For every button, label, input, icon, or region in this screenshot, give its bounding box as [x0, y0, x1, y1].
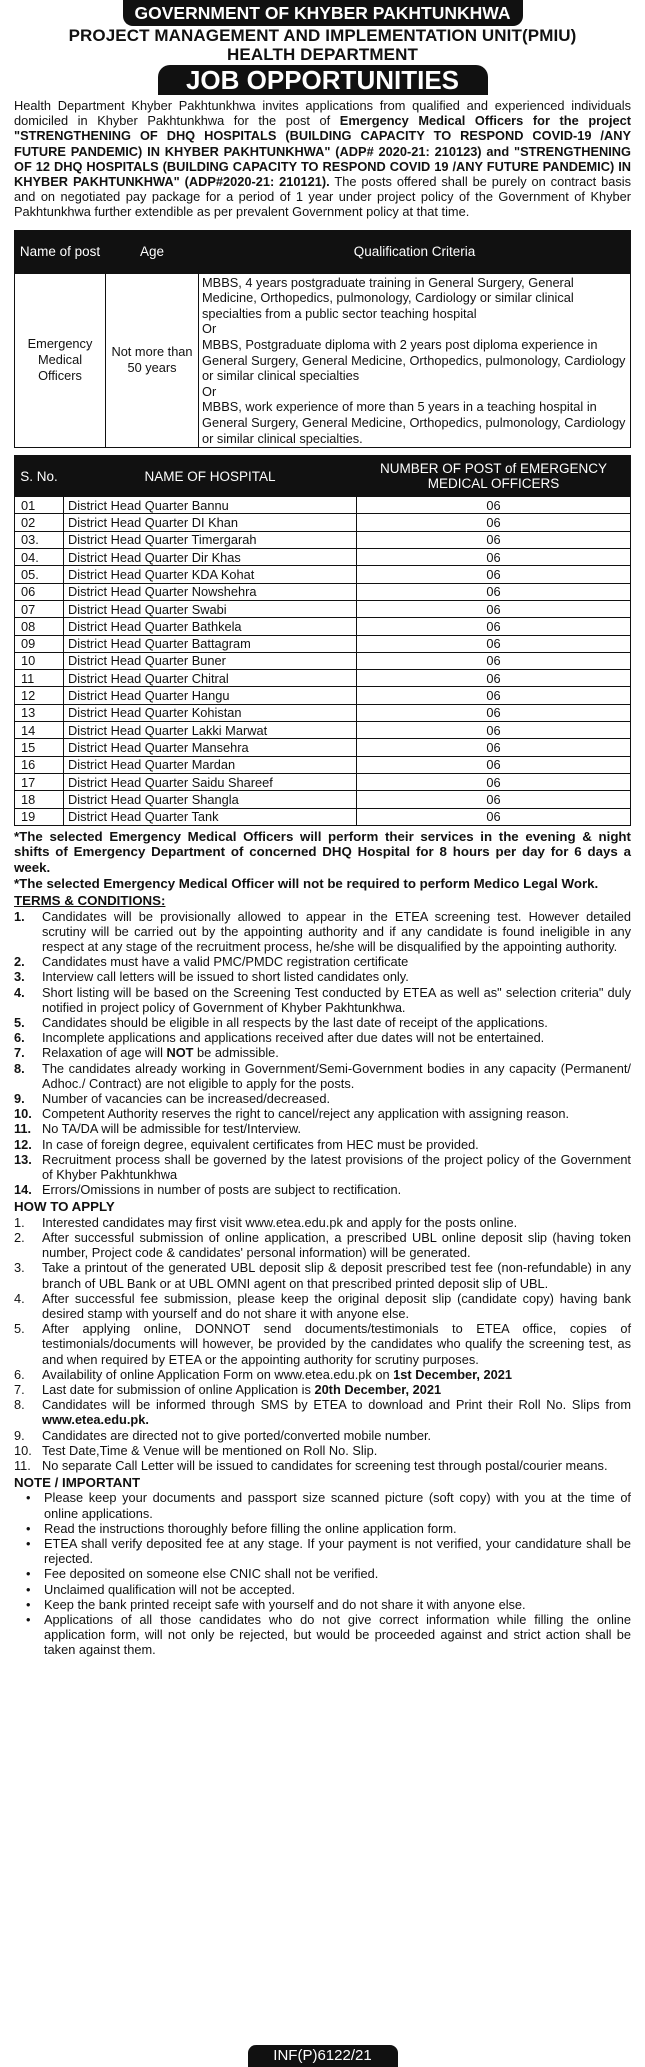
- intro-lead: Health Department Khyber Pakhtunkhwa invites applications from qualified and experienced individuals domiciled in Khyber Pakhtunkhwa for the post of: [14, 98, 631, 129]
- item-number: 4.: [14, 984, 25, 1000]
- item-text-bold: 1st December, 2021: [393, 1366, 512, 1382]
- item-text-pre: Last date for submission of online Application is: [42, 1381, 315, 1397]
- term-item: [14, 909, 631, 955]
- note-shift-duty: *The selected Emergency Medical Officers will perform their services in the evening & night shifts of Emergency Department of concerned DHQ Hospital for 8 hours per day for 6 days a week.: [14, 828, 631, 875]
- hospital-row: [15, 704, 631, 721]
- hospital-row: [15, 670, 631, 687]
- item-number: 12.: [14, 1136, 32, 1152]
- item-text: In case of foreign degree, equivalent certificates from HEC must be provided.: [42, 1136, 479, 1152]
- item-number: 6.: [14, 1366, 25, 1382]
- hospital-name: District Head Quarter Battagram: [64, 635, 357, 652]
- term-item: [14, 1106, 631, 1121]
- hospital-posts: 06: [357, 549, 631, 566]
- hospital-row: [15, 497, 631, 514]
- item-text-bold: www.etea.edu.pk.: [42, 1412, 149, 1428]
- term-item: [14, 1137, 631, 1152]
- item-number: 9.: [14, 1427, 25, 1443]
- item-text: Fee deposited on someone else CNIC shall not be verified.: [44, 1566, 379, 1582]
- criteria-or-1: Or: [202, 321, 217, 337]
- hospital-sn: 12: [15, 687, 64, 704]
- item-number: 2.: [14, 1229, 25, 1245]
- item-text-pre: Availability of online Application Form on www.etea.edu.pk on: [42, 1366, 394, 1382]
- apply-step: [14, 1215, 631, 1230]
- hospital-name: District Head Quarter Bannu: [64, 497, 357, 514]
- important-title: NOTE / IMPORTANT: [14, 1475, 141, 1491]
- term-item: [14, 1091, 631, 1106]
- hospital-row: [15, 549, 631, 566]
- term-item: [14, 1015, 631, 1030]
- term-item: [14, 1045, 631, 1060]
- hospital-posts: 06: [357, 514, 631, 531]
- hospital-sn: 03.: [15, 531, 64, 548]
- hospital-posts: 06: [357, 600, 631, 617]
- item-number: 8.: [14, 1397, 25, 1413]
- bullet: •: [26, 1566, 31, 1582]
- hospital-sn: 16: [15, 756, 64, 773]
- hospital-name: District Head Quarter Dir Khas: [64, 549, 357, 566]
- bullet: •: [26, 1535, 31, 1551]
- item-number: 14.: [14, 1182, 32, 1198]
- hospital-row: [15, 652, 631, 669]
- hospital-row: [15, 722, 631, 739]
- qual-post-cell: Emergency Medical Officers: [15, 273, 106, 448]
- hospital-row: [15, 773, 631, 790]
- hospital-posts: 06: [357, 652, 631, 669]
- hospital-name: District Head Quarter Lakki Marwat: [64, 722, 357, 739]
- terms-title: TERMS & CONDITIONS:: [14, 893, 166, 909]
- item-text: Competent Authority reserves the right to cancel/reject any application with assigning reason.: [42, 1106, 570, 1122]
- hospital-posts: 06: [357, 497, 631, 514]
- hospital-row: [15, 808, 631, 825]
- hospital-sn: 10: [15, 652, 64, 669]
- term-item: [14, 954, 631, 969]
- hospital-name: District Head Quarter KDA Kohat: [64, 566, 357, 583]
- item-number: 7.: [14, 1045, 25, 1061]
- item-text: Interested candidates may first visit www.etea.edu.pk and apply for the posts online.: [42, 1214, 518, 1230]
- item-text: Number of vacancies can be increased/decreased.: [42, 1091, 331, 1107]
- hospital-row: [15, 739, 631, 756]
- hospital-sn: 06: [15, 583, 64, 600]
- footer-code: INF(P)6122/21: [248, 2045, 398, 2067]
- item-text: Interview call letters will be issued to short listed candidates only.: [42, 969, 409, 985]
- hospital-name: District Head Quarter Chitral: [64, 670, 357, 687]
- criteria-or-2: Or: [202, 383, 217, 399]
- important-item: [14, 1536, 631, 1566]
- hospital-name: District Head Quarter Nowshehra: [64, 583, 357, 600]
- terms-list: [14, 909, 631, 1198]
- apply-step: [14, 1260, 631, 1290]
- criteria-option-2: MBBS, Postgraduate diploma with 2 years post diploma experience in General Surgery, General Medicine, Orthopedics, pulmonology, Cardiology or similar clinical specialties: [202, 337, 626, 384]
- item-text: Candidates are directed not to give ported/converted mobile number.: [42, 1427, 432, 1443]
- item-text: After successful fee submission, please keep the original deposit slip (candidate copy) having bank desired stamp with yourself and do not share it with anyone else.: [42, 1290, 631, 1321]
- term-item: [14, 1182, 631, 1197]
- qual-criteria-cell: [199, 273, 631, 448]
- hosp-header-name: NAME OF HOSPITAL: [64, 456, 357, 497]
- hospital-sn: 02: [15, 514, 64, 531]
- item-number: 10.: [14, 1106, 32, 1122]
- apply-step: [14, 1458, 631, 1473]
- apply-step: [14, 1382, 631, 1397]
- bullet: •: [26, 1611, 31, 1627]
- bullet: •: [26, 1490, 31, 1506]
- hospital-row: [15, 566, 631, 583]
- important-item: [14, 1566, 631, 1581]
- hospital-posts: 06: [357, 756, 631, 773]
- important-item: [14, 1490, 631, 1520]
- item-number: 1.: [14, 1214, 25, 1230]
- hospital-posts: 06: [357, 739, 631, 756]
- important-item: [14, 1582, 631, 1597]
- item-number: 2.: [14, 954, 25, 970]
- item-number: 11.: [14, 1121, 32, 1137]
- bullet: •: [26, 1520, 31, 1536]
- important-item: [14, 1597, 631, 1612]
- apply-step: [14, 1367, 631, 1382]
- term-item: [14, 1061, 631, 1091]
- item-text: Please keep your documents and passport size scanned picture (soft copy) with you at the time of online applications.: [44, 1490, 631, 1521]
- hospital-sn: 17: [15, 773, 64, 790]
- apply-step: [14, 1230, 631, 1260]
- qual-age-cell: Not more than 50 years: [106, 273, 199, 448]
- item-text: Unclaimed qualification will not be accepted.: [44, 1581, 296, 1597]
- hospital-name: District Head Quarter Hangu: [64, 687, 357, 704]
- item-text-post: be admissible.: [193, 1045, 279, 1061]
- note-medico-legal: *The selected Emergency Medical Officer will not be required to perform Medico Legal Work.: [14, 876, 599, 892]
- hospital-sn: 05.: [15, 566, 64, 583]
- apply-step: [14, 1321, 631, 1367]
- hospital-name: District Head Quarter Bathkela: [64, 618, 357, 635]
- item-number: 11.: [14, 1457, 31, 1473]
- item-text: Incomplete applications and applications received after due dates will not be entertained.: [42, 1030, 545, 1046]
- hospital-sn: 01: [15, 497, 64, 514]
- item-number: 4.: [14, 1290, 25, 1306]
- important-item: [14, 1612, 631, 1658]
- apply-step: [14, 1291, 631, 1321]
- term-item: [14, 1030, 631, 1045]
- hospital-sn: 07: [15, 600, 64, 617]
- hospital-name: District Head Quarter Swabi: [64, 600, 357, 617]
- hospital-sn: 04.: [15, 549, 64, 566]
- term-item: [14, 985, 631, 1015]
- hospital-posts: 06: [357, 687, 631, 704]
- hospital-posts: 06: [357, 635, 631, 652]
- hospital-posts: 06: [357, 791, 631, 808]
- qualification-table: [14, 230, 631, 449]
- item-text: After applying online, DONNOT send documents/testimonials to ETEA office, copies of testimonials/documents will however, be provided by the candidates who qualify the screening test, as and when required by ETEA or the appointing authority for scrutiny purposes.: [42, 1321, 631, 1367]
- item-text-pre: Candidates will be informed through SMS by ETEA to download and Print their Roll No. Slips from: [42, 1397, 631, 1413]
- hospital-row: [15, 514, 631, 531]
- hospital-row: [15, 635, 631, 652]
- term-item: [14, 1121, 631, 1136]
- item-text: Take a printout of the generated UBL deposit slip & deposit prescribed test fee (non-refundable) in any branch of UBL Bank or at UBL OMNI agent on that prescribed printed deposit slip of UBL.: [42, 1260, 631, 1291]
- item-text: Candidates should be eligible in all respects by the last date of receipt of the applications.: [42, 1015, 548, 1031]
- item-number: 3.: [14, 969, 25, 985]
- hospital-row: [15, 583, 631, 600]
- hospital-sn: 11: [15, 670, 64, 687]
- hospital-posts: 06: [357, 566, 631, 583]
- department-title: HEALTH DEPARTMENT: [227, 45, 418, 64]
- hospital-posts: 06: [357, 773, 631, 790]
- hospital-sn: 08: [15, 618, 64, 635]
- term-item: [14, 1152, 631, 1182]
- unit-title: PROJECT MANAGEMENT AND IMPLEMENTATION UNIT(PMIU): [68, 26, 577, 45]
- hospital-name: District Head Quarter Tank: [64, 808, 357, 825]
- apply-step: [14, 1443, 631, 1458]
- item-text: Test Date,Time & Venue will be mentioned on Roll No. Slip.: [42, 1442, 378, 1458]
- item-text: No separate Call Letter will be issued to candidates for screening test through postal/courier means.: [42, 1457, 608, 1473]
- how-to-apply-list: [14, 1215, 631, 1473]
- hospital-name: District Head Quarter Mansehra: [64, 739, 357, 756]
- intro-tail: The posts offered shall be purely on contract basis and on negotiated pay package for a period of 1 year under project policy of the Government of Khyber Pakhtunkhwa further extendible as per prevalent Government policy at that time.: [14, 174, 631, 220]
- apply-step: [14, 1428, 631, 1443]
- apply-step: [14, 1397, 631, 1427]
- item-number: 3.: [14, 1260, 25, 1276]
- item-number: 9.: [14, 1091, 25, 1107]
- hospital-posts: 06: [357, 618, 631, 635]
- item-number: 7.: [14, 1381, 25, 1397]
- item-number: 13.: [14, 1151, 32, 1167]
- hospital-name: District Head Quarter Kohistan: [64, 704, 357, 721]
- hosp-header-sn: S. No.: [15, 456, 64, 497]
- government-banner: GOVERNMENT OF KHYBER PAKHTUNKHWA: [123, 0, 523, 26]
- item-number: 6.: [14, 1030, 25, 1046]
- item-text-bold: 20th December, 2021: [314, 1381, 442, 1397]
- hospital-sn: 19: [15, 808, 64, 825]
- hospital-row: [15, 600, 631, 617]
- item-text: Candidates will be provisionally allowed to appear in the ETEA screening test. However detailed scrutiny will be carried out by the appointing authority and if any candidate is found ineligible in any respect at any stage of the recruitment process, he/she will be disqualified by the appointing authority.: [42, 908, 631, 955]
- qual-header-criteria: Qualification Criteria: [199, 230, 631, 273]
- hospital-sn: 15: [15, 739, 64, 756]
- hospital-sn: 13: [15, 704, 64, 721]
- item-number: 8.: [14, 1060, 25, 1076]
- item-text: After successful submission of online application, a prescribed UBL online deposit slip (having token number, Project code & candidates' personal information) will be generated.: [42, 1229, 631, 1261]
- hospital-sn: 14: [15, 722, 64, 739]
- item-text: Keep the bank printed receipt safe with yourself and do not share it with anyone else.: [44, 1596, 526, 1612]
- item-text: No TA/DA will be admissible for test/Interview.: [42, 1121, 302, 1137]
- item-number: 10.: [14, 1442, 32, 1458]
- hospital-posts: 06: [357, 704, 631, 721]
- intro-post-title: Emergency Medical Officers for the project "STRENGTHENING OF DHQ HOSPITALS (BUILDING CAPACITY TO RESPOND COVID-19 /ANY FUTURE PANDEMIC) IN KHYBER PAKHTUNKHWA" (ADP# 2020-21: 210123) and "STRENGTHENING OF 12 DHQ HOSPITALS (BUILDING CAPACITY TO RESPOND COVID 19 /ANY FUTURE PANDEMIC) IN KHYBER PAKHTUNKHWA" (ADP#2020-21: 210121).: [14, 113, 631, 190]
- item-text: Errors/Omissions in number of posts are subject to rectification.: [42, 1182, 402, 1198]
- hospital-name: District Head Quarter Saidu Shareef: [64, 773, 357, 790]
- how-to-apply-title: HOW TO APPLY: [14, 1199, 115, 1215]
- hospital-posts: 06: [357, 808, 631, 825]
- hospital-row: [15, 618, 631, 635]
- term-item: [14, 969, 631, 984]
- hospital-name: District Head Quarter Shangla: [64, 791, 357, 808]
- item-number: 5.: [14, 1321, 25, 1337]
- criteria-option-1: MBBS, 4 years postgraduate training in General Surgery, General Medicine, Orthopedics, pulmonology, Cardiology or similar clinical specialties from a public sector teaching hospital: [202, 274, 574, 321]
- item-text: The candidates already working in Government/Semi-Government bodies in any capacity (Permanent/ Adhoc./ Contract) are not eligible to apply for the posts.: [42, 1060, 631, 1091]
- item-number: 5.: [14, 1015, 25, 1031]
- item-number: 1.: [14, 908, 25, 924]
- hospital-row: [15, 756, 631, 773]
- hospital-name: District Head Quarter Mardan: [64, 756, 357, 773]
- bullet: •: [26, 1581, 31, 1597]
- hospital-sn: 18: [15, 791, 64, 808]
- job-opportunities-banner: JOB OPPORTUNITIES: [158, 65, 488, 95]
- item-text: ETEA shall verify deposited fee at any stage. If your payment is not verified, your candidature shall be rejected.: [44, 1535, 631, 1567]
- hospital-name: District Head Quarter DI Khan: [64, 514, 357, 531]
- important-list: [14, 1490, 631, 1657]
- hospital-row: [15, 791, 631, 808]
- hospital-row: [15, 687, 631, 704]
- item-text: Short listing will be based on the Screening Test conducted by ETEA as well as" selection criteria" duly notified in project policy of Government of Khyber Pakhtunkhwa.: [42, 984, 631, 1015]
- hospital-sn: 09: [15, 635, 64, 652]
- bullet: •: [26, 1596, 31, 1612]
- item-text: Read the instructions thoroughly before filling the online application form.: [44, 1520, 457, 1536]
- item-text: Applications of all those candidates who do not give correct information while filling the online application form, will not only be rejected, but would be proceeded against and strict action shall be taken against them.: [44, 1611, 631, 1658]
- item-text: Recruitment process shall be governed by the latest provisions of the project policy of the Government of Khyber Pakhtunkhwa: [42, 1151, 631, 1183]
- hospital-posts: 06: [357, 531, 631, 548]
- hospital-table: [14, 455, 631, 826]
- item-text-bold: NOT: [166, 1045, 194, 1061]
- intro-paragraph: [14, 98, 631, 220]
- qual-header-age: Age: [106, 230, 199, 273]
- important-item: [14, 1521, 631, 1536]
- hospital-name: District Head Quarter Buner: [64, 652, 357, 669]
- criteria-option-3: MBBS, work experience of more than 5 years in a teaching hospital in General Surgery, General Medicine, Orthopedics, pulmonology, Cardiology or similar clinical specialties.: [202, 399, 626, 446]
- hospital-posts: 06: [357, 583, 631, 600]
- item-text: Candidates must have a valid PMC/PMDC registration certificate: [42, 954, 409, 970]
- hospital-name: District Head Quarter Timergarah: [64, 531, 357, 548]
- hosp-header-posts: NUMBER OF POST of EMERGENCY MEDICAL OFFICERS: [357, 456, 631, 497]
- hospital-row: [15, 531, 631, 548]
- hospital-posts: 06: [357, 670, 631, 687]
- hospital-posts: 06: [357, 722, 631, 739]
- item-text-pre: Relaxation of age will: [42, 1045, 167, 1061]
- qual-header-post: Name of post: [15, 230, 106, 273]
